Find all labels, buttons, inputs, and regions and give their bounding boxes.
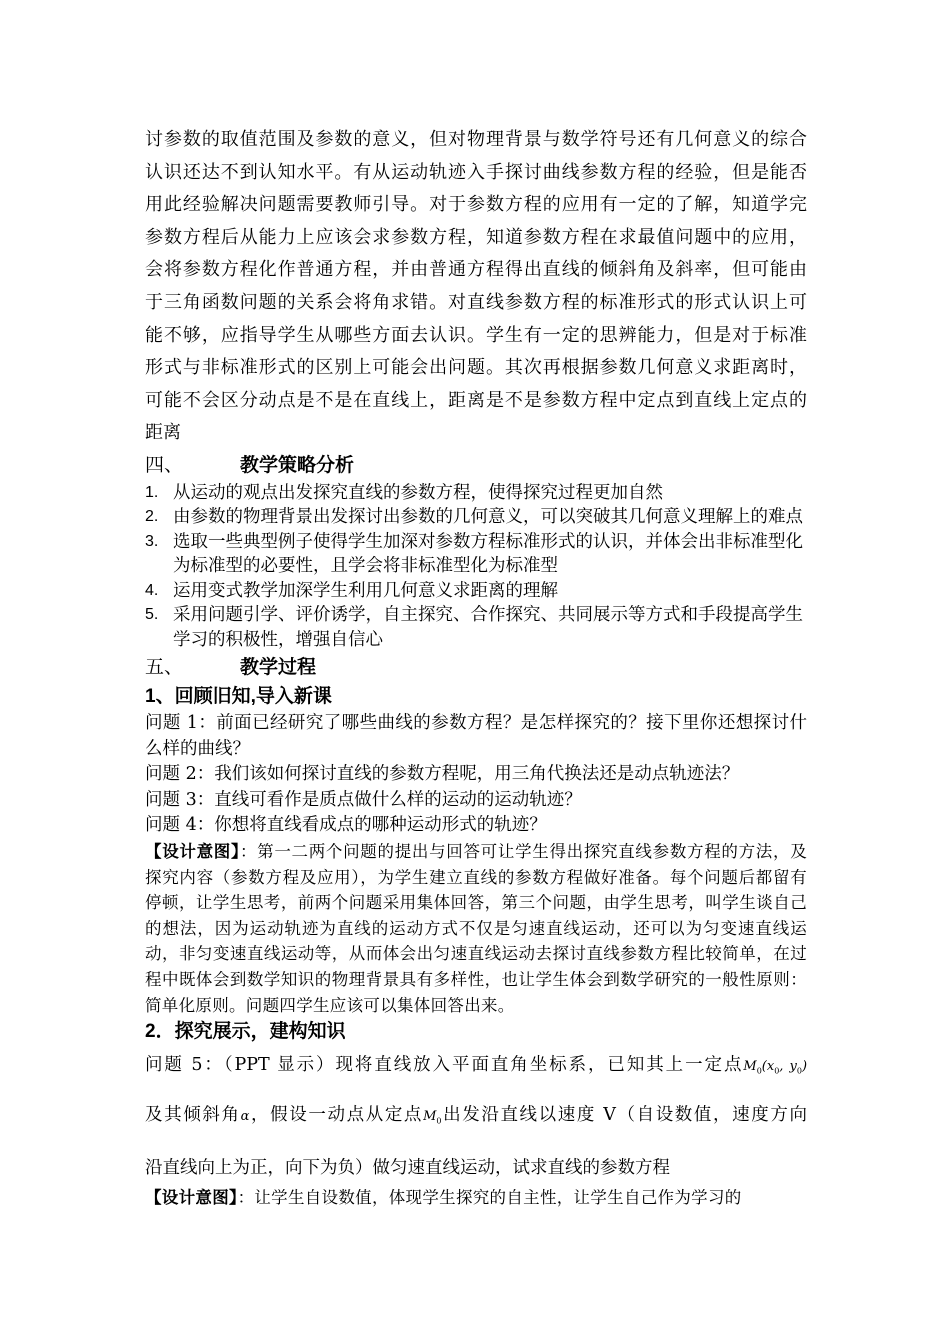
question-5	[145, 1046, 807, 1191]
question-4: 问题 4：你想将直线看成点的哪种运动形式的轨迹？	[145, 815, 547, 836]
question-5-line: 及其倾斜角α，假设一动点从定点$M_0$出发沿直线以速度 V（自设数值，速度方向	[145, 1104, 808, 1126]
intro-line: 形式与非标准形式的区别上可能会出问题。其次再根据参数几何意义求距离时，	[145, 357, 807, 379]
point-m0-formula: $M_0(x_0$, $y_0$)	[743, 1059, 808, 1076]
list-item: 2. 由参数的物理背景出发探讨出参数的几何意义，可以突破其几何意义理解上的难点	[145, 507, 803, 528]
design-intent-paragraph-2	[145, 1185, 807, 1211]
subsection-heading: 1、回顾旧知,导入新课	[145, 686, 332, 708]
design-intent-label: 【设计意图】	[145, 841, 240, 861]
intro-line: 会将参数方程化作普通方程，并由普通方程得出直线的倾斜角及斜率，但可能由	[145, 259, 807, 281]
section-heading-strategy	[145, 450, 807, 481]
list-item: 5. 采用问题引学、评价诱学，自主探究、合作探究、共同展示等方式和手段提高学生学习的积极性，增强自信心	[145, 605, 803, 650]
intro-line: 参数方程后从能力上应该会求参数方程，知道参数方程在求最值问题中的应用，	[145, 226, 807, 248]
intro-paragraph	[145, 124, 807, 450]
alpha-symbol: α	[240, 1108, 250, 1124]
question-1: 问题 1：前面已经研究了哪些曲线的参数方程？是怎样探究的？接下里你还想探讨什么样的曲线？	[145, 713, 807, 759]
intro-line: 距离	[145, 422, 181, 444]
section-heading-process	[145, 652, 807, 683]
intro-line: 认识还达不到认知水平。有从运动轨迹入手探讨曲线参数方程的经验，但是能否	[145, 161, 807, 183]
design-intent-paragraph	[145, 839, 807, 1018]
list-item: 3. 选取一些典型例子使得学生加深对参数方程标准形式的认识，并体会出非标准型化为标准型的必要性，且学会将非标准型化为标准型	[145, 531, 803, 577]
section-title: 教学过程	[240, 656, 317, 679]
design-intent-text: ：第一二两个问题的提出与回答可让学生得出探究直线参数方程的方法，及探究内容（参数方程及应用），为学生建立直线的参数方程做好准备。每个问题后都留有停顿，让学生思考，前两个问题采用集体回答，第三个问题，由学生思考，叫学生谈自己的想法，因为运动轨迹为直线的运动方式不仅是匀速直线运动，还可以为匀变速直线运动，非匀变速直线运动等，从而体会出匀速直线运动去探讨直线参数方程比较简单，在过程中既体会到数学知识的物理背景具有多样性，也让学生体会到数学研究的一般性原则：简单化原则。问题四学生应该可以集体回答出来。	[145, 841, 807, 1015]
section-number: 四、	[145, 453, 184, 476]
question-5-line: 问题 5：（PPT 显示）现将直线放入平面直角坐标系，已知其上一定点$M_0(x_0$, $y_0$)	[145, 1055, 808, 1076]
intro-line: 讨参数的取值范围及参数的意义，但对物理背景与数学符号还有几何意义的综合	[145, 129, 807, 150]
intro-line: 能不够，应指导学生从哪些方面去认识。学生有一定的思辨能力，但是对于标准	[145, 324, 807, 346]
list-item: 4. 运用变式教学加深学生利用几何意义求距离的理解	[145, 580, 558, 601]
question-5-line: 沿直线向上为正，向下为负）做匀速直线运动，试求直线的参数方程	[145, 1158, 670, 1179]
intro-line: 可能不会区分动点是不是在直线上，距离是不是参数方程中定点到直线上定点的	[145, 389, 807, 411]
section-number: 五、	[145, 656, 184, 679]
design-intent-text: ：让学生自设数值，体现学生探究的自主性，让学生自己作为学习的	[237, 1188, 742, 1208]
list-item: 1. 从运动的观点出发探究直线的参数方程，使得探究过程更加自然	[145, 482, 663, 503]
strategy-list	[145, 481, 807, 653]
intro-line: 用此经验解决问题需要教师引导。对于参数方程的应用有一定的了解，知道学完	[145, 194, 807, 216]
design-intent-label: 【设计意图】	[145, 1188, 238, 1208]
document-page	[145, 124, 807, 1211]
subsection-heading: 2．探究展示，建构知识	[145, 1021, 346, 1043]
section-title: 教学策略分析	[240, 453, 355, 476]
intro-line: 于三角函数问题的关系会将角求错。对直线参数方程的标准形式的形式认识上可	[145, 291, 807, 313]
point-m0-symbol: $M_0$	[423, 1108, 442, 1126]
question-2: 问题 2：我们该如何探讨直线的参数方程呢，用三角代换法还是动点轨迹法？	[145, 764, 740, 785]
question-3: 问题 3：直线可看作是质点做什么样的运动的运动轨迹？	[145, 789, 582, 810]
